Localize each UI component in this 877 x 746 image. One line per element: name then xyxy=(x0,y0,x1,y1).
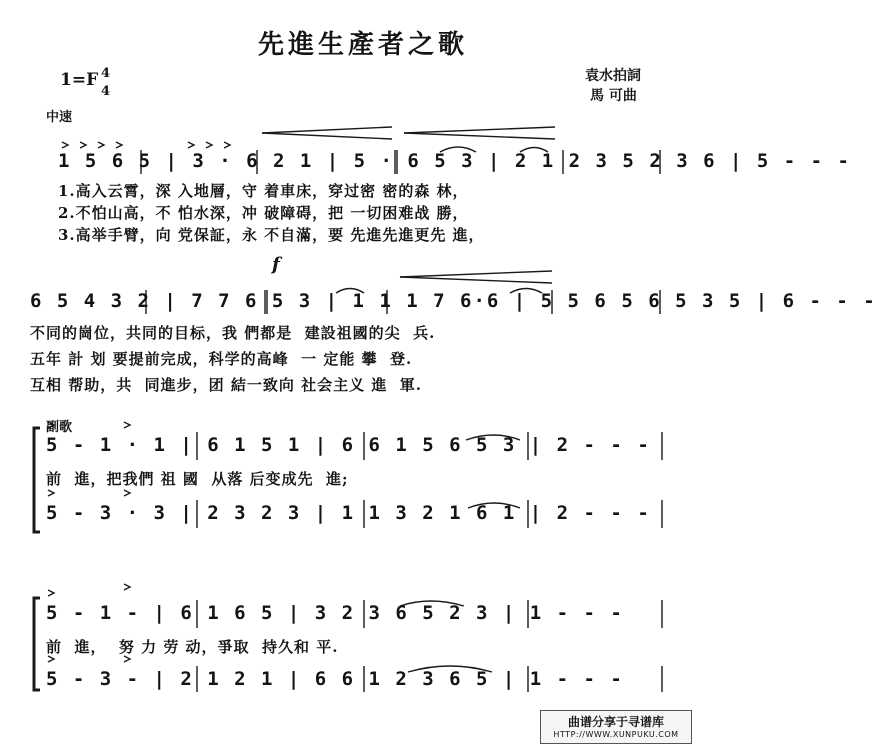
notation-line-lower-voice: 5 - 3 - | 2 1 2 1 | 6 6 1 2 3 6 5 | 1 - - - xyxy=(46,668,624,690)
notation-line: 6 5 4 3 2 | 7 7 6 5 3 | 1 1 1 7 6·6 | 5 5 6 5 6 5 3 5 | 6 - - - xyxy=(30,290,877,312)
notation-line: 5 - 1 - | 6 1 6 5 | 3 2 3 6 5 2 3 | 1 - - - xyxy=(46,602,624,624)
lyric-line: 前 進， 努 力 劳 动，爭取 持久和 平. xyxy=(46,638,339,656)
notation-line-lower-voice: 5 - 3 · 3 | 2 3 2 3 | 1 1 3 2 1 6 1 | 2 - - - xyxy=(46,502,651,524)
time-signature-top: 4 xyxy=(101,66,111,81)
site-watermark xyxy=(540,710,692,744)
lyric-line: 2.不怕山高，不 怕水深，冲 破障碍，把 一切困难战 勝， xyxy=(58,204,469,222)
crescendo-hairpin xyxy=(404,127,555,139)
bracket-system-4 xyxy=(34,598,40,690)
lyricist-credit: 袁水拍詞 xyxy=(585,68,641,84)
dynamic-forte: f xyxy=(272,254,280,275)
accent-marks xyxy=(62,142,230,148)
crescendo-hairpin xyxy=(262,127,392,139)
notation-line: 5 - 1 · 1 | 6 1 5 1 | 6 6 1 5 6 5 3 | 2 - - - xyxy=(46,434,651,456)
song-title: 先進生產者之歌 xyxy=(258,30,469,60)
lyric-line: 3.高举手臂，向 党保証，永 不自滿，要 先進先進更先 進， xyxy=(58,226,485,244)
bracket-system-3 xyxy=(34,428,40,532)
site-url: HTTP://WWW.XUNPUKU.COM xyxy=(553,730,679,739)
site-name: 曲谱分享于寻谱库 xyxy=(567,715,664,729)
lyric-line: 互相 帮助，共 同進步，团 結一致向 社会主义 進 軍. xyxy=(30,376,423,394)
lyric-line: 不同的崗位，共同的目标，我 們都是 建設祖國的尖 兵. xyxy=(30,324,436,342)
lyric-line: 1.高入云霄，深 入地層，守 着車床，穿过密 密的森 林， xyxy=(58,182,469,200)
chorus-label: 副歌 xyxy=(46,420,73,435)
crescendo-hairpin xyxy=(400,271,552,283)
lyric-line: 五年 計 划 要提前完成，科学的高峰 一 定能 攀 登. xyxy=(30,350,413,368)
tempo-marking: 中速 xyxy=(46,110,73,125)
composer-credit: 馬 可曲 xyxy=(590,88,637,104)
lyric-line: 前 進，把我們 祖 國 从落 后变成先 進; xyxy=(46,470,349,488)
notation-line: 1 5 6 5 | 3 · 6 2 1 | 5 · 6 5 3 | 2 1 2 3 5 2 3 6 | 5 - - - xyxy=(58,150,851,172)
key-signature: 1=F xyxy=(60,70,99,90)
time-signature-bottom: 4 xyxy=(101,84,111,99)
